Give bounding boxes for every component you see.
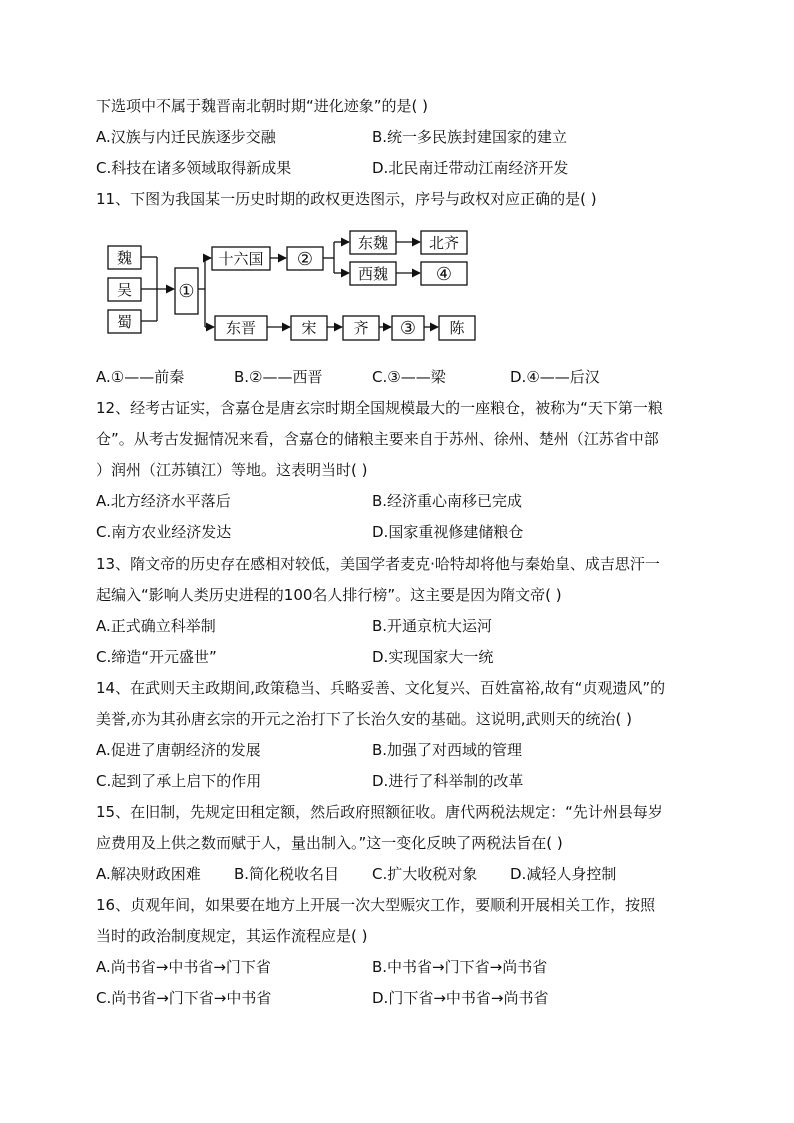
- q13-option-c: C.缔造“开元盛世”: [96, 648, 217, 666]
- q13-option-b: B.开通京杭大运河: [372, 617, 493, 635]
- node-dong-jin: 东晋: [225, 319, 257, 337]
- q14-option-b: B.加强了对西域的管理: [372, 741, 523, 759]
- node-1: ①: [178, 281, 195, 302]
- q14-option-c: C.起到了承上启下的作用: [96, 772, 262, 790]
- node-chen: 陈: [449, 319, 465, 337]
- node-2: ②: [296, 249, 314, 270]
- node-wu: 吴: [116, 281, 133, 299]
- q11-option-a: A.①——前秦: [96, 368, 185, 386]
- q14-option-a: A.促进了唐朝经济的发展: [96, 741, 261, 759]
- q16-option-c: C.尚书省→门下省→中书省: [96, 989, 272, 1007]
- q16-stem-line-1: 16、贞观年间，如果要在地方上开展一次大型赈灾工作，要顺利开展相关工作，按照: [96, 896, 656, 914]
- node-3: ③: [399, 318, 417, 339]
- q12-option-b: B.经济重心南移已完成: [372, 492, 523, 510]
- q11-option-b: B.②——西晋: [234, 368, 323, 386]
- q12-option-a: A.北方经济水平落后: [96, 492, 231, 510]
- q15-option-d: D.减轻人身控制: [510, 865, 617, 883]
- node-shu: 蜀: [116, 313, 133, 331]
- q14-option-d: D.进行了科举制的改革: [372, 772, 524, 790]
- q12-option-d: D.国家重视修建储粮仓: [372, 523, 524, 541]
- q13-stem-line-2: 起编入“影响人类历史进程的100名人排行榜”。这主要是因为隋文帝( ): [96, 586, 562, 604]
- node-dong-wei: 东魏: [357, 234, 389, 252]
- q12-option-c: C.南方农业经济发达: [96, 523, 232, 541]
- q13-option-d: D.实现国家大一统: [372, 648, 494, 666]
- q11-stem: 11、下图为我国某一历史时期的政权更迭图示，序号与政权对应正确的是( ): [96, 190, 597, 208]
- q10-stem: 下选项中不属于魏晋南北朝时期“进化迹象”的是( ): [96, 97, 429, 115]
- q15-option-c: C.扩大收税对象: [372, 865, 478, 883]
- node-qi: 齐: [353, 319, 369, 337]
- q15-option-b: B.简化税收名目: [234, 865, 340, 883]
- q10-option-d: D.北民南迁带动江南经济开发: [372, 159, 569, 177]
- q11-option-c: C.③——梁: [372, 368, 446, 386]
- node-wei: 魏: [116, 249, 133, 267]
- node-bei-qi: 北齐: [428, 234, 460, 252]
- q16-option-d: D.门下省→中书省→尚书省: [372, 989, 549, 1007]
- q15-option-a: A.解决财政困难: [96, 865, 201, 883]
- node-xi-wei: 西魏: [357, 265, 389, 283]
- q15-stem-line-2: 应费用及上供之数而赋于人，量出制入。”这一变化反映了两税法旨在( ): [96, 834, 563, 852]
- q13-option-a: A.正式确立科举制: [96, 617, 216, 635]
- q16-stem-line-2: 当时的政治制度规定，其运作流程应是( ): [96, 927, 368, 945]
- q16-option-a: A.尚书省→中书省→门下省: [96, 958, 271, 976]
- q14-stem-line-2: 美誉,亦为其孙唐玄宗的开元之治打下了长治久安的基础。这说明,武则天的统治( ): [96, 710, 633, 728]
- q12-stem-line-1: 12、经考古证实，含嘉仓是唐玄宗时期全国规模最大的一座粮仓，被称为“天下第一粮: [96, 399, 663, 417]
- node-sixteen-kingdoms: 十六国: [218, 250, 264, 268]
- q10-option-c: C.科技在诸多领域取得新成果: [96, 159, 292, 177]
- q16-option-b: B.中书省→门下省→尚书省: [372, 958, 548, 976]
- q13-stem-line-1: 13、隋文帝的历史存在感相对较低，美国学者麦克·哈特却将他与秦始皇、成吉思汗一: [96, 555, 660, 573]
- q10-option-a: A.汉族与内迁民族逐步交融: [96, 128, 276, 146]
- q15-stem-line-1: 15、在旧制，先规定田租定额，然后政府照额征收。唐代两税法规定：“先计州县每岁: [96, 803, 663, 821]
- q12-stem-line-3: ）润州（江苏镇江）等地。这表明当时( ): [96, 461, 368, 479]
- q12-stem-line-2: 仓”。从考古发掘情况来看，含嘉仓的储粮主要来自于苏州、徐州、楚州（江苏省中部: [96, 430, 659, 448]
- q14-stem-line-1: 14、在武则天主政期间,政策稳当、兵略妥善、文化复兴、百姓富裕,故有“贞观遗风”的: [96, 679, 666, 697]
- q10-option-b: B.统一多民族封建国家的建立: [372, 128, 568, 146]
- node-4: ④: [435, 264, 453, 285]
- q11-option-d: D.④——后汉: [510, 368, 600, 386]
- node-song: 宋: [301, 319, 317, 337]
